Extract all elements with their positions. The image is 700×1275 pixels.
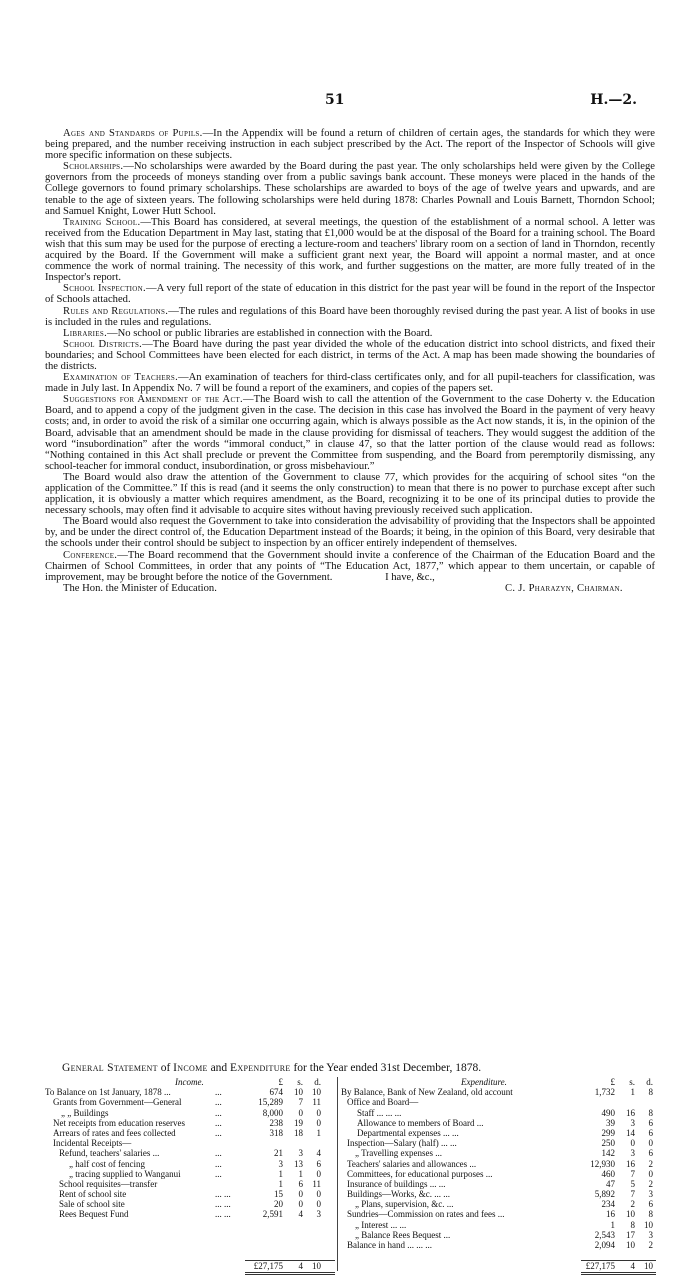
pounds: 460: [601, 1168, 615, 1179]
paragraph: [45, 328, 655, 339]
row-label: Buildings—Works, &c. ... ...: [347, 1189, 451, 1200]
paragraph: [45, 306, 655, 328]
pence: 3: [648, 1229, 653, 1240]
income-column: [45, 1077, 337, 1271]
row-label: „ half cost of fencing: [69, 1158, 145, 1169]
expenditure-row: [341, 1220, 655, 1230]
pounds: 238: [269, 1117, 283, 1128]
paragraph-heading: Examination of Teachers.: [63, 372, 179, 384]
pence: 0: [316, 1168, 321, 1179]
income-row: [45, 1138, 337, 1148]
expenditure-row: [341, 1087, 655, 1097]
pence: 0: [316, 1117, 321, 1128]
income-row: [45, 1169, 337, 1179]
shillings: 13: [294, 1158, 303, 1169]
expenditure-row: [341, 1240, 655, 1250]
row-label: Staff ... ... ...: [357, 1107, 402, 1118]
pence: 11: [312, 1178, 321, 1189]
row-label: Rent of school site: [59, 1189, 127, 1200]
leader-dots: ...: [215, 1127, 222, 1138]
paragraph: [45, 372, 655, 394]
expenditure-row: [341, 1159, 655, 1169]
income-row: [45, 1087, 337, 1097]
shillings: 3: [630, 1148, 635, 1159]
income-row: [45, 1159, 337, 1169]
income-row: [45, 1097, 337, 1107]
shillings: 3: [298, 1148, 303, 1159]
leader-dots: ... ...: [215, 1189, 231, 1200]
pence: 6: [316, 1158, 321, 1169]
leader-dots: ...: [215, 1097, 222, 1108]
pounds: 3: [278, 1158, 283, 1169]
paragraph: [45, 550, 655, 583]
pounds: £27,175: [585, 1261, 615, 1272]
expenditure-row: [341, 1118, 655, 1128]
pounds: 1: [278, 1168, 283, 1179]
pence: 8: [648, 1107, 653, 1118]
row-label: Committees, for educational purposes ...: [347, 1168, 493, 1179]
shillings: 16: [626, 1107, 635, 1118]
pounds: 47: [606, 1178, 615, 1189]
pounds: 12,930: [590, 1158, 615, 1169]
page-number: 51: [325, 92, 345, 108]
row-label: „ Travelling expenses ...: [355, 1148, 442, 1159]
paragraph: [45, 217, 655, 284]
expenditure-total-row: [341, 1260, 655, 1270]
pounds: 15: [274, 1189, 283, 1200]
row-label: Incidental Receipts—: [53, 1138, 132, 1149]
paragraph-heading: School Districts.: [63, 338, 143, 350]
shillings: 17: [626, 1229, 635, 1240]
pounds: 16: [606, 1209, 615, 1220]
shillings: 10: [626, 1209, 635, 1220]
pence: 8: [648, 1209, 653, 1220]
leader-dots: ...: [215, 1117, 222, 1128]
paragraph-text: The Board would also draw the attention of the Government to clause 77, which provides for the acquiring of school sites “on the application of the Committee.” If this is read (and it seems the only construction) to mean that there is no power to purchase except after such application, it is obviously a matter which requires amendment, as the Board, recognizing it to be one of its principal duties to provide the necessary schools, may often find it advisable to acquire sites without having previously received such application.: [45, 471, 655, 517]
statement-title: General Statement of Income and Expenditure for the Year ended 31st December, 1878.: [62, 1062, 482, 1074]
row-label: Insurance of buildings ... ...: [347, 1178, 446, 1189]
row-label: „ Plans, supervision, &c. ...: [355, 1199, 454, 1210]
pence: 10: [312, 1261, 321, 1272]
pence: 4: [316, 1148, 321, 1159]
expenditure-header: Expenditure.: [461, 1077, 507, 1087]
shillings: 16: [626, 1158, 635, 1169]
pounds: 15,289: [258, 1097, 283, 1108]
paragraph-text: —An examination of teachers for third-class certificates only, and for all pupil-teachers for classification, was made in July last. In Appendix No. 7 will be found a report of the examiners, and copies of the papers set.: [45, 372, 655, 395]
pence: 0: [316, 1189, 321, 1200]
paragraph-text: —The rules and regulations of this Board have been thoroughly revised during the past year. A list of books in use is included in the rules and regulations.: [45, 305, 655, 328]
paragraph: [45, 161, 655, 216]
row-label: Departmental expenses ... ...: [357, 1127, 459, 1138]
paragraph-text: The Board would also request the Government to take into consideration the advisability of providing that the Inspectors shall be appointed by, and be under the direct control of, the Education Department instead of the Boards; it being, in the opinion of this Board, very desirable that the schools under their control should be subject to inspection by an officer entirely independent of themselves.: [45, 516, 655, 550]
shillings: 1: [630, 1087, 635, 1098]
shillings: 5: [630, 1178, 635, 1189]
row-label: Teachers' salaries and allowances ...: [347, 1158, 477, 1169]
pence: 2: [648, 1240, 653, 1250]
row-label: Allowance to members of Board ...: [357, 1117, 484, 1128]
shillings: 3: [630, 1117, 635, 1128]
paragraph: [45, 128, 655, 161]
expenditure-row: [341, 1108, 655, 1118]
shillings: 0: [298, 1199, 303, 1210]
pounds: 8,000: [262, 1107, 283, 1118]
row-label: Net receipts from education reserves: [53, 1117, 185, 1128]
row-label: Inspection—Salary (half) ... ...: [347, 1138, 457, 1149]
paragraph-heading: Libraries.: [63, 327, 108, 339]
income-row: [45, 1128, 337, 1138]
income-header-row: Income. £ s. d.: [175, 1077, 321, 1087]
pounds: 250: [601, 1138, 615, 1149]
income-row: [45, 1179, 337, 1189]
income-header: Income.: [175, 1077, 204, 1087]
expenditure-row: [341, 1189, 655, 1199]
row-label: Refund, teachers' salaries ...: [59, 1148, 160, 1159]
signoff: [45, 583, 655, 594]
row-amount: [581, 1260, 656, 1275]
expenditure-header-row: Expenditure. £ s. d.: [461, 1077, 653, 1087]
shillings: 10: [626, 1240, 635, 1250]
income-row: [45, 1189, 337, 1199]
expenditure-row: [341, 1179, 655, 1189]
paragraph-text: —In the Appendix will be found a return of children of certain ages, the standards for which they were being prepared, and the number receiving instruction in each subject prescribed by the Act. The report of the Inspector of Schools will give more specific information on these subjects.: [45, 128, 655, 162]
paragraph: [45, 472, 655, 516]
paragraph-text: —The Board wish to call the attention of the Government to the case Doherty v. the Education Board, and to append a copy of the judgment given in the case. The decision in this case has involved the Board in the payment of very heavy costs; and, in order to avoid the risk of a similar one occurring again, which is always possible as the Act now stands, it is, in the opinion of the Board, advisable that an amendment should be made in the clause providing for dismissal of teachers. They would suggest the addition of the word “insubordination” after the words “immoral conduct,” in clause 47, so that the latter portion of the clause would read as follows: “Nothing contained in this Act shall preclude or prevent the Committee from suspending, and the Board from peremptorily dismissing, any school-teacher for immoral conduct, insubordination, or gross misbehaviour.”: [45, 394, 655, 472]
row-label: By Balance, Bank of New Zealand, old account: [341, 1087, 513, 1098]
pence: 10: [312, 1087, 321, 1098]
pence: 10: [644, 1219, 653, 1230]
leader-dots: ...: [215, 1087, 222, 1098]
expenditure-row: [341, 1148, 655, 1158]
expenditure-column: [337, 1077, 655, 1271]
paragraph-heading: Rules and Regulations.: [63, 305, 169, 317]
paragraph: [45, 394, 655, 472]
expenditure-row: [341, 1230, 655, 1240]
row-label: Rees Bequest Fund: [59, 1209, 129, 1220]
paragraph-heading: Training School.: [63, 216, 141, 228]
row-label: Balance in hand ... ... ...: [347, 1240, 432, 1250]
pence: 2: [648, 1178, 653, 1189]
signature: C. J. Pharazyn, Chairman.: [505, 582, 623, 594]
paragraph-heading: School Inspection.: [63, 283, 146, 295]
paragraph-text: —The Board recommend that the Government should invite a conference of the Chairman of the Education Board and the Chairmen of School Committees, in order that any points of “The Education Act, 1877,” which appear to them uncertain, or capable of improvement, may be brought before the notice of the Government.: [45, 549, 655, 583]
shillings: 4: [298, 1209, 303, 1220]
paragraph: [45, 516, 655, 549]
pence: 1: [316, 1127, 321, 1138]
shillings: 0: [298, 1189, 303, 1200]
expenditure-row: [341, 1169, 655, 1179]
row-label: Arrears of rates and fees collected: [53, 1127, 176, 1138]
shillings: 7: [630, 1168, 635, 1179]
income-row: [45, 1118, 337, 1128]
paragraph: [45, 283, 655, 305]
income-total-row: [45, 1260, 337, 1270]
pounds: 20: [274, 1199, 283, 1210]
pounds: 318: [269, 1127, 283, 1138]
row-label: To Balance on 1st January, 1878 ...: [45, 1087, 171, 1098]
pounds: 674: [269, 1087, 283, 1098]
page-header: [0, 92, 700, 112]
leader-dots: ...: [215, 1107, 222, 1118]
pence: 6: [648, 1117, 653, 1128]
row-label: „ tracing supplied to Wanganui: [69, 1168, 181, 1179]
expenditure-row: [341, 1097, 655, 1107]
income-row: [45, 1209, 337, 1219]
row-amount: [245, 1260, 335, 1275]
shillings: 0: [630, 1138, 635, 1149]
leader-dots: ...: [215, 1168, 222, 1179]
pounds: 142: [601, 1148, 615, 1159]
income-row: [45, 1199, 337, 1209]
paragraph-heading: Ages and Standards of Pupils.: [63, 128, 203, 139]
pounds: 1,732: [594, 1087, 615, 1098]
shillings: 4: [630, 1261, 635, 1272]
pence: 0: [316, 1199, 321, 1210]
pounds: 39: [606, 1117, 615, 1128]
pence: 8: [648, 1087, 653, 1098]
paragraph-heading: Suggestions for Amendment of the Act.: [63, 394, 243, 406]
row-label: Grants from Government—General: [53, 1097, 182, 1108]
paragraph-text: —This Board has considered, at several meetings, the question of the establishment of a normal school. A letter was received from the Education Department in May last, stating that £1,000 would be at the disposal of the Board for a training school. The Board wish that this sum may be used for the purpose of erecting a lecture-room and teachers' library room on a section of land in Thorndon, recently acquired by the Board. If the Government will make a sufficient grant next year, the Board will appoint a normal master, and at once commence the work of normal training. The necessity of this work, and further suggestions on the matter, are more fully treated of in the Inspector's report.: [45, 216, 655, 284]
pounds: 1: [610, 1219, 615, 1230]
shillings: 18: [294, 1127, 303, 1138]
pence: 2: [648, 1158, 653, 1169]
pence: 3: [316, 1209, 321, 1220]
pence: 0: [316, 1107, 321, 1118]
row-label: „ „ Buildings: [61, 1107, 109, 1118]
leader-dots: ... ...: [215, 1199, 231, 1210]
closing: I have, &c.,: [385, 571, 435, 583]
pounds: 1: [278, 1178, 283, 1189]
leader-dots: ... ...: [215, 1209, 231, 1220]
expenditure-row: [341, 1128, 655, 1138]
leader-dots: ...: [215, 1148, 222, 1159]
paragraph: [45, 339, 655, 372]
paragraph-heading: Scholarships.: [63, 161, 124, 173]
paragraph-text: —No school or public libraries are established in connection with the Board.: [107, 327, 433, 339]
row-label: „ Interest ... ...: [355, 1219, 407, 1230]
paragraph-text: —The Board have during the past year divided the whole of the education district into school districts, and fixed their boundaries; and School Committees have been elected for each district, in terms of the Act. A map has been made showing the boundaries of the districts.: [45, 338, 655, 372]
addressee: The Hon. the Minister of Education.: [63, 582, 217, 594]
shillings: 0: [298, 1107, 303, 1118]
income-row: [45, 1108, 337, 1118]
pounds: £27,175: [253, 1261, 283, 1272]
shillings: 14: [626, 1127, 635, 1138]
paragraph-text: —A very full report of the state of education in this district for the past year will be found in the report of the Inspector of Schools attached.: [45, 283, 656, 306]
shillings: 2: [630, 1199, 635, 1210]
pence: 0: [648, 1138, 653, 1149]
expenditure-row: [341, 1199, 655, 1209]
row-label: Sale of school site: [59, 1199, 125, 1210]
report-body: [45, 128, 655, 594]
page-reference: H.—2.: [590, 92, 637, 108]
expenditure-row: [341, 1138, 655, 1148]
shillings: 10: [294, 1087, 303, 1098]
shillings: 7: [630, 1189, 635, 1200]
row-label: School requisites—transfer: [59, 1178, 158, 1189]
row-label: Sundries—Commission on rates and fees ...: [347, 1209, 505, 1220]
pounds: 2,543: [594, 1229, 615, 1240]
expenditure-row: [341, 1209, 655, 1219]
pounds: 2,094: [594, 1240, 615, 1250]
paragraph-heading: Conference.: [63, 549, 118, 561]
pence: 3: [648, 1189, 653, 1200]
shillings: 8: [630, 1219, 635, 1230]
paragraph-text: —No scholarships were awarded by the Board during the past year. The only scholarships held were given by the College governors from the proceeds of moneys standing over from a public savings bank account. These moneys were placed in the hands of the College governors to found primary scholarships. These scholarships are awarded to boys of the age of twelve years and upwards, and are tenable to the age of sixteen years. The following scholarships were held during 1878: Charles Pownall and Louis Barnett, Thorndon School; and Samuel Knight, Lower Hutt School.: [45, 161, 655, 217]
pounds: 21: [274, 1148, 283, 1159]
pence: 11: [312, 1097, 321, 1108]
shillings: 1: [298, 1168, 303, 1179]
row-label: „ Balance Rees Bequest ...: [355, 1229, 451, 1240]
pounds: 234: [601, 1199, 615, 1210]
pounds: 2,591: [262, 1209, 283, 1220]
shillings: 7: [298, 1097, 303, 1108]
pence: 6: [648, 1127, 653, 1138]
income-row: [45, 1148, 337, 1158]
pounds: 490: [601, 1107, 615, 1118]
pence: 6: [648, 1148, 653, 1159]
shillings: 19: [294, 1117, 303, 1128]
pence: 10: [644, 1261, 653, 1272]
pence: 6: [648, 1199, 653, 1210]
pounds: 5,892: [594, 1189, 615, 1200]
pounds: 299: [601, 1127, 615, 1138]
shillings: 4: [298, 1261, 303, 1272]
shillings: 6: [298, 1178, 303, 1189]
row-label: Office and Board—: [347, 1097, 419, 1108]
leader-dots: ...: [215, 1158, 222, 1169]
pence: 0: [648, 1168, 653, 1179]
